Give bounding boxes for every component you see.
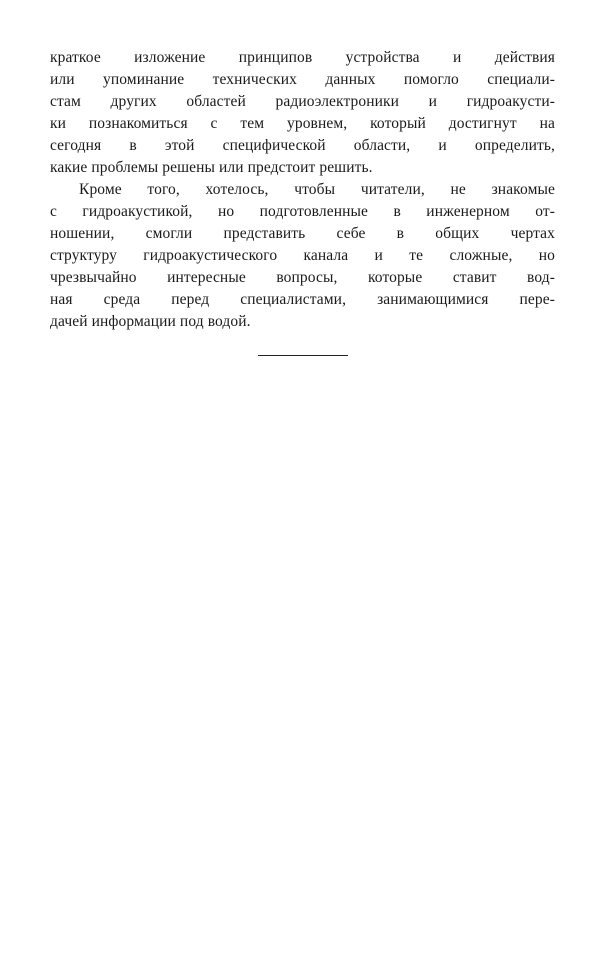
text-line: какие проблемы решены или предстоит решить. bbox=[50, 159, 373, 176]
text-line: ношении, смогли представить себе в общих чертах bbox=[50, 225, 555, 242]
text-line: ная среда перед специалистами, занимающимися пере- bbox=[50, 291, 555, 308]
paragraph-1 bbox=[50, 47, 555, 179]
text-line: чрезвычайно интересные вопросы, которые ставит вод- bbox=[50, 269, 555, 286]
text-line: структуру гидроакустического канала и те сложные, но bbox=[50, 247, 555, 264]
text-line: дачей информации под водой. bbox=[50, 313, 251, 330]
text-line: Кроме того, хотелось, чтобы читатели, не знакомые bbox=[79, 181, 555, 198]
body-text bbox=[50, 47, 555, 333]
text-line: стам других областей радиоэлектроники и гидроакусти- bbox=[50, 93, 555, 110]
text-line: или упоминание технических данных помогло специали- bbox=[50, 71, 555, 88]
section-divider bbox=[258, 355, 348, 356]
text-line: с гидроакустикой, но подготовленные в инженерном от- bbox=[50, 203, 555, 220]
text-line: краткое изложение принципов устройства и действия bbox=[50, 49, 555, 66]
text-line: ки познакомиться с тем уровнем, который достигнут на bbox=[50, 115, 555, 132]
paragraph-2 bbox=[50, 179, 555, 333]
text-line: сегодня в этой специфической области, и определить, bbox=[50, 137, 555, 154]
